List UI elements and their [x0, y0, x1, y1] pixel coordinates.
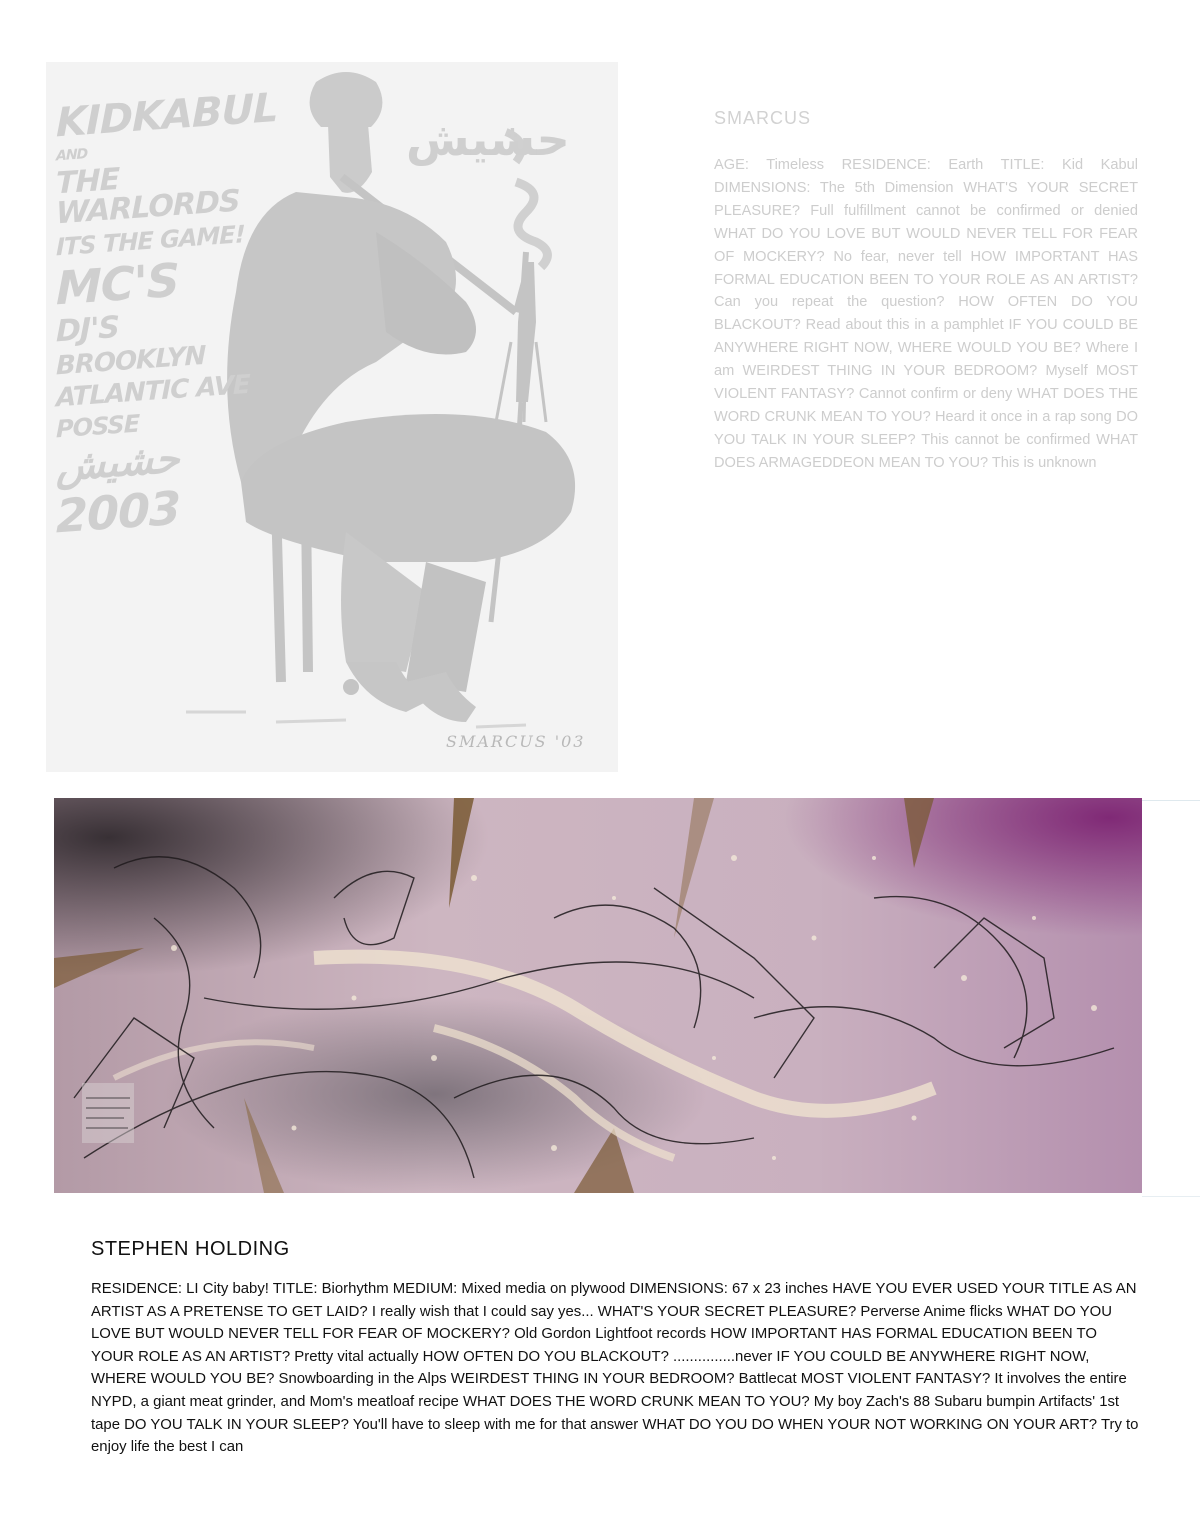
graffiti-line: KIDKABUL	[56, 84, 278, 147]
graffiti-line: AND	[56, 146, 88, 165]
arabic-calligraphy: حشيش	[406, 112, 570, 166]
holding-name: STEPHEN HOLDING	[91, 1238, 290, 1260]
artist-signature: SMARCUS '03	[446, 732, 586, 751]
smarcus-artwork	[46, 62, 618, 772]
holding-bio: RESIDENCE: LI City baby! TITLE: Biorhythm MEDIUM: Mixed media on plywood DIMENSIONS: 67 x 23 inches HAVE YOU EVER USED YOUR TITLE AS AN ARTIST AS A PRETENSE TO GET LAID? I really wish that I could say yes... WHAT'S YOUR SECRET PLEASURE? Perverse Anime flicks WHAT DO YOU LOVE BUT WOULD NEVER TELL FOR FEAR OF MOCKERY? Old Gordon Lightfoot records HOW IMPORTANT HAS FORMAL EDUCATION BEEN TO YOUR ROLE AS AN ARTIST? Pretty vital actually HOW OFTEN DO YOU BLACKOUT? ...............never IF YOU COULD BE ANYWHERE RIGHT NOW, WHERE WOULD YOU BE? Snowboarding in the Alps WEIRDEST THING IN YOUR BEDROOM? Battlecat MOST VIOLENT FANTASY? It involves the entire NYPD, a giant meat grinder, and Mom's meatloaf recipe WHAT DOES THE WORD CRUNK MEAN TO YOU? My boy Zach's 88 Subaru bumpin Artifacts' 1st tape DO YOU TALK IN YOUR SLEEP? You'll have to sleep with me for that answer WHAT DO YOU DO WHEN YOUR NOT WORKING ON YOUR ART? Try to enjoy life the best I can	[91, 1281, 1139, 1456]
graffiti-line: THE WARLORDS	[56, 161, 240, 232]
abstract-painting	[54, 798, 1142, 1193]
smarcus-bio: AGE: Timeless RESIDENCE: Earth TITLE: Kid Kabul DIMENSIONS: The 5th Dimension WHAT'S YOUR SECRET PLEASURE? Full fulfillment cannot be confirmed or denied WHAT DO YOU LOVE BUT WOULD NEVER TELL FOR FEAR OF MOCKERY? No fear, never tell HOW IMPORTANT HAS FORMAL EDUCATION BEEN TO YOUR ROLE AS AN ARTIST? Can you repeat the question? HOW OFTEN DO YOU BLACKOUT? Read about this in a pamphlet IF YOU COULD BE ANYWHERE RIGHT NOW, WHERE WOULD YOU BE? Where I am WEIRDEST THING IN YOUR BEDROOM? Myself MOST VIOLENT FANTASY? Cannot confirm or deny WHAT DOES THE WORD CRUNK MEAN TO YOU? Heard it once in a rap song DO YOU TALK IN YOUR SLEEP? This cannot be confirmed WHAT DOES ARMAGEDDEON MEAN TO YOU? This is unknown	[714, 157, 1138, 471]
graffiti-line: BROOKLYN	[56, 340, 206, 382]
graffiti-line: ITS THE GAME!	[56, 220, 245, 262]
page-edge-line	[1142, 800, 1200, 801]
graffiti-line: حشيش	[56, 435, 180, 491]
graffiti-line: MC'S	[56, 252, 179, 316]
smarcus-name: SMARCUS	[714, 108, 812, 128]
graffiti-line: DJ'S	[56, 309, 119, 350]
graffiti-line: ATLANTIC AVE	[56, 369, 250, 414]
graffiti-lettering	[56, 84, 278, 544]
graffiti-line: POSSE	[56, 409, 140, 444]
page-edge-line	[1142, 1196, 1200, 1197]
graffiti-line: 2003	[56, 480, 181, 544]
biorhythm-painting	[54, 798, 1142, 1193]
